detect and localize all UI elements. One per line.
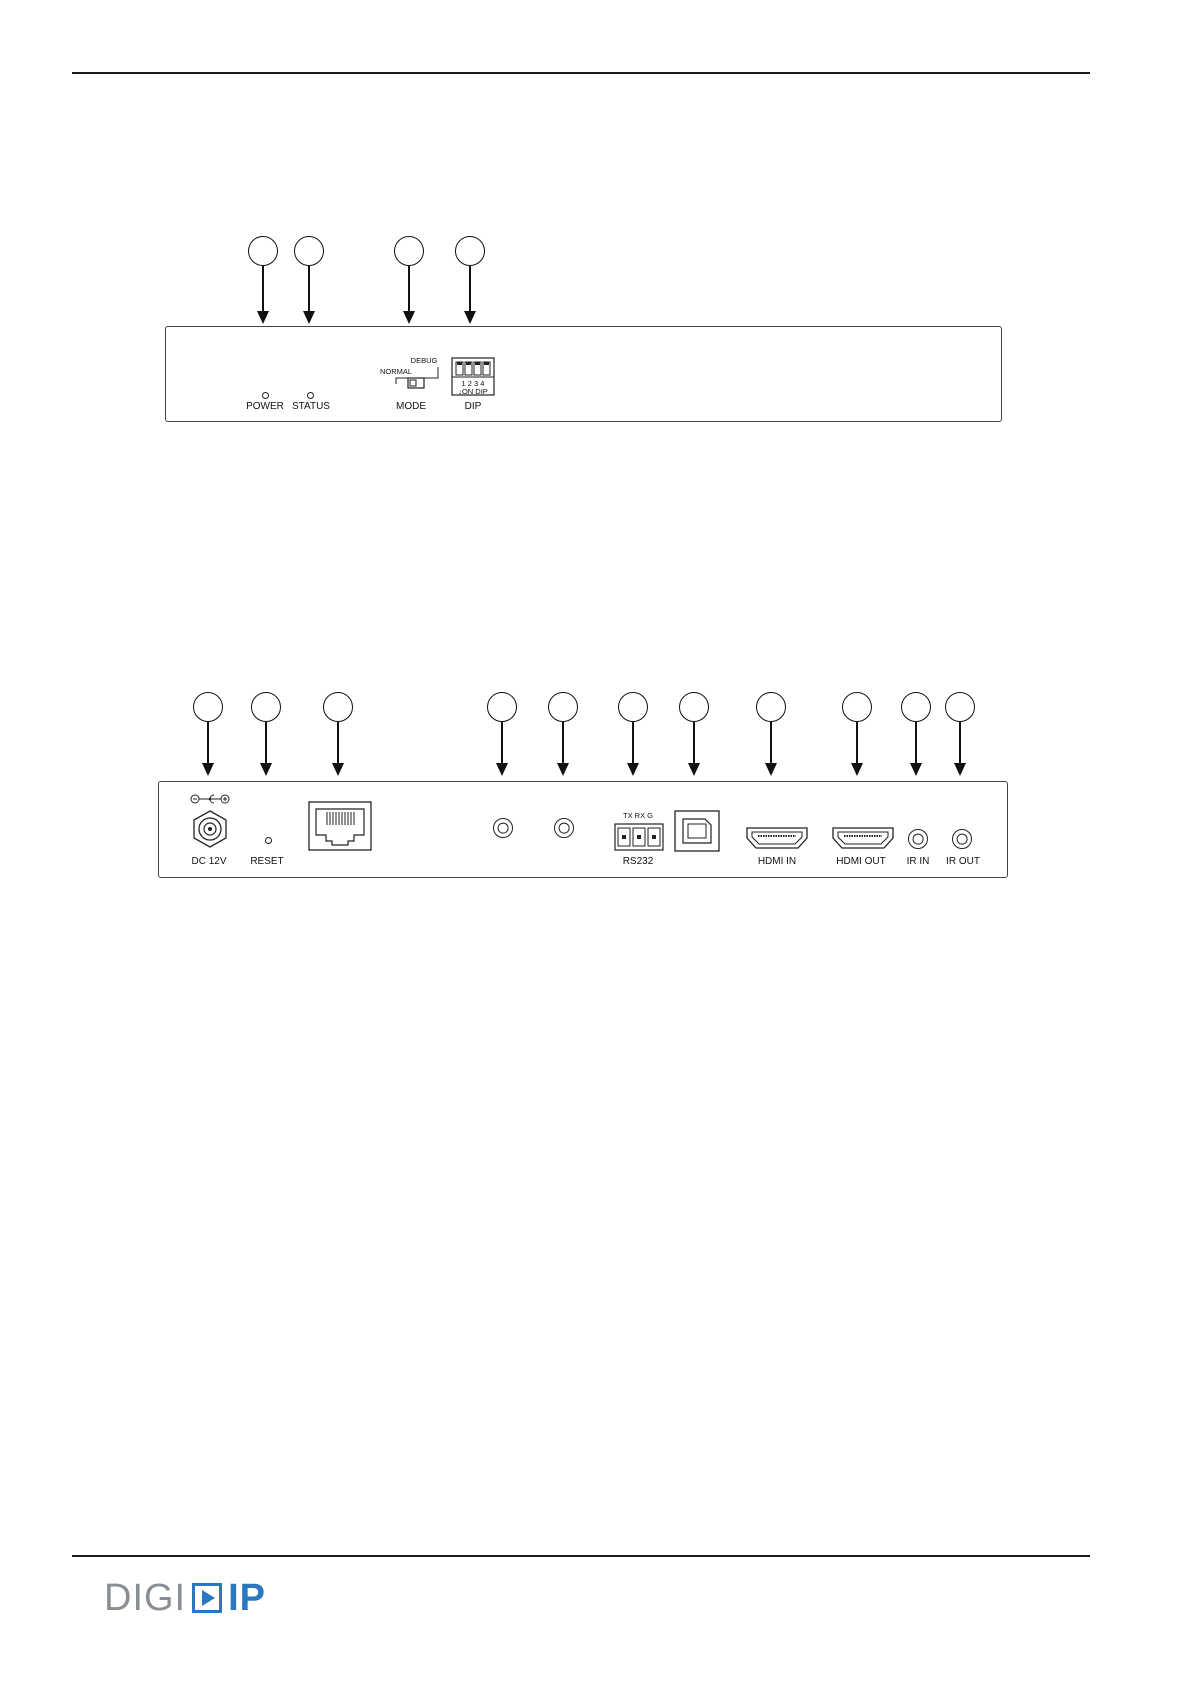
logo-text-ip: IP	[228, 1577, 267, 1619]
callout-circle	[945, 692, 975, 722]
rear-panel	[158, 781, 1008, 878]
hdmi-out-label: HDMI OUT	[836, 856, 886, 867]
callout-circle	[618, 692, 648, 722]
rs232-pins-label: TX RX G	[622, 811, 654, 820]
reset-button[interactable]	[265, 837, 272, 844]
ir-out-label: IR OUT	[946, 856, 980, 867]
mode-switch[interactable]	[394, 363, 444, 393]
dc-label: DC 12V	[191, 856, 227, 867]
callout-circle	[251, 692, 281, 722]
digi-ip-logo	[104, 1578, 266, 1618]
audio-jack-1[interactable]	[493, 818, 513, 838]
callout-circle	[248, 236, 278, 266]
hdmi-in-port[interactable]	[746, 826, 808, 850]
dip-numbers-label: 1 2 3 4	[461, 379, 485, 388]
callout-circle	[394, 236, 424, 266]
usb-port[interactable]	[674, 810, 720, 852]
callout-circle	[548, 692, 578, 722]
power-label: POWER	[246, 401, 284, 412]
footer-rule	[72, 1555, 1090, 1557]
callout-circle	[901, 692, 931, 722]
power-led	[262, 392, 269, 399]
callout-circle	[842, 692, 872, 722]
front-panel	[165, 326, 1002, 422]
callout-circle	[455, 236, 485, 266]
audio-jack-2[interactable]	[554, 818, 574, 838]
ir-out-jack[interactable]	[952, 829, 972, 849]
logo-text-digi: DIGI	[104, 1577, 187, 1619]
callout-circle	[487, 692, 517, 722]
ir-in-label: IR IN	[906, 856, 930, 867]
rs232-label: RS232	[622, 856, 654, 867]
header-rule	[72, 72, 1090, 74]
callout-circle	[323, 692, 353, 722]
hdmi-in-label: HDMI IN	[757, 856, 797, 867]
callout-circle	[756, 692, 786, 722]
dip-label: DIP	[464, 401, 482, 412]
callout-circle	[193, 692, 223, 722]
rs232-terminal[interactable]	[614, 823, 664, 851]
status-label: STATUS	[292, 401, 330, 412]
hdmi-out-port[interactable]	[832, 826, 894, 850]
status-led	[307, 392, 314, 399]
callout-circle	[679, 692, 709, 722]
dc-polarity-icon	[189, 793, 231, 805]
lan-port[interactable]	[308, 801, 372, 851]
play-icon	[192, 1583, 222, 1613]
dip-on-label: ↓ON DIP	[458, 387, 488, 396]
ir-in-jack[interactable]	[908, 829, 928, 849]
mode-label: MODE	[396, 401, 426, 412]
reset-label: RESET	[250, 856, 284, 867]
dc-power-jack[interactable]	[191, 810, 229, 848]
normal-label: NORMAL	[379, 367, 413, 376]
callout-circle	[294, 236, 324, 266]
debug-label: DEBUG	[410, 356, 438, 365]
